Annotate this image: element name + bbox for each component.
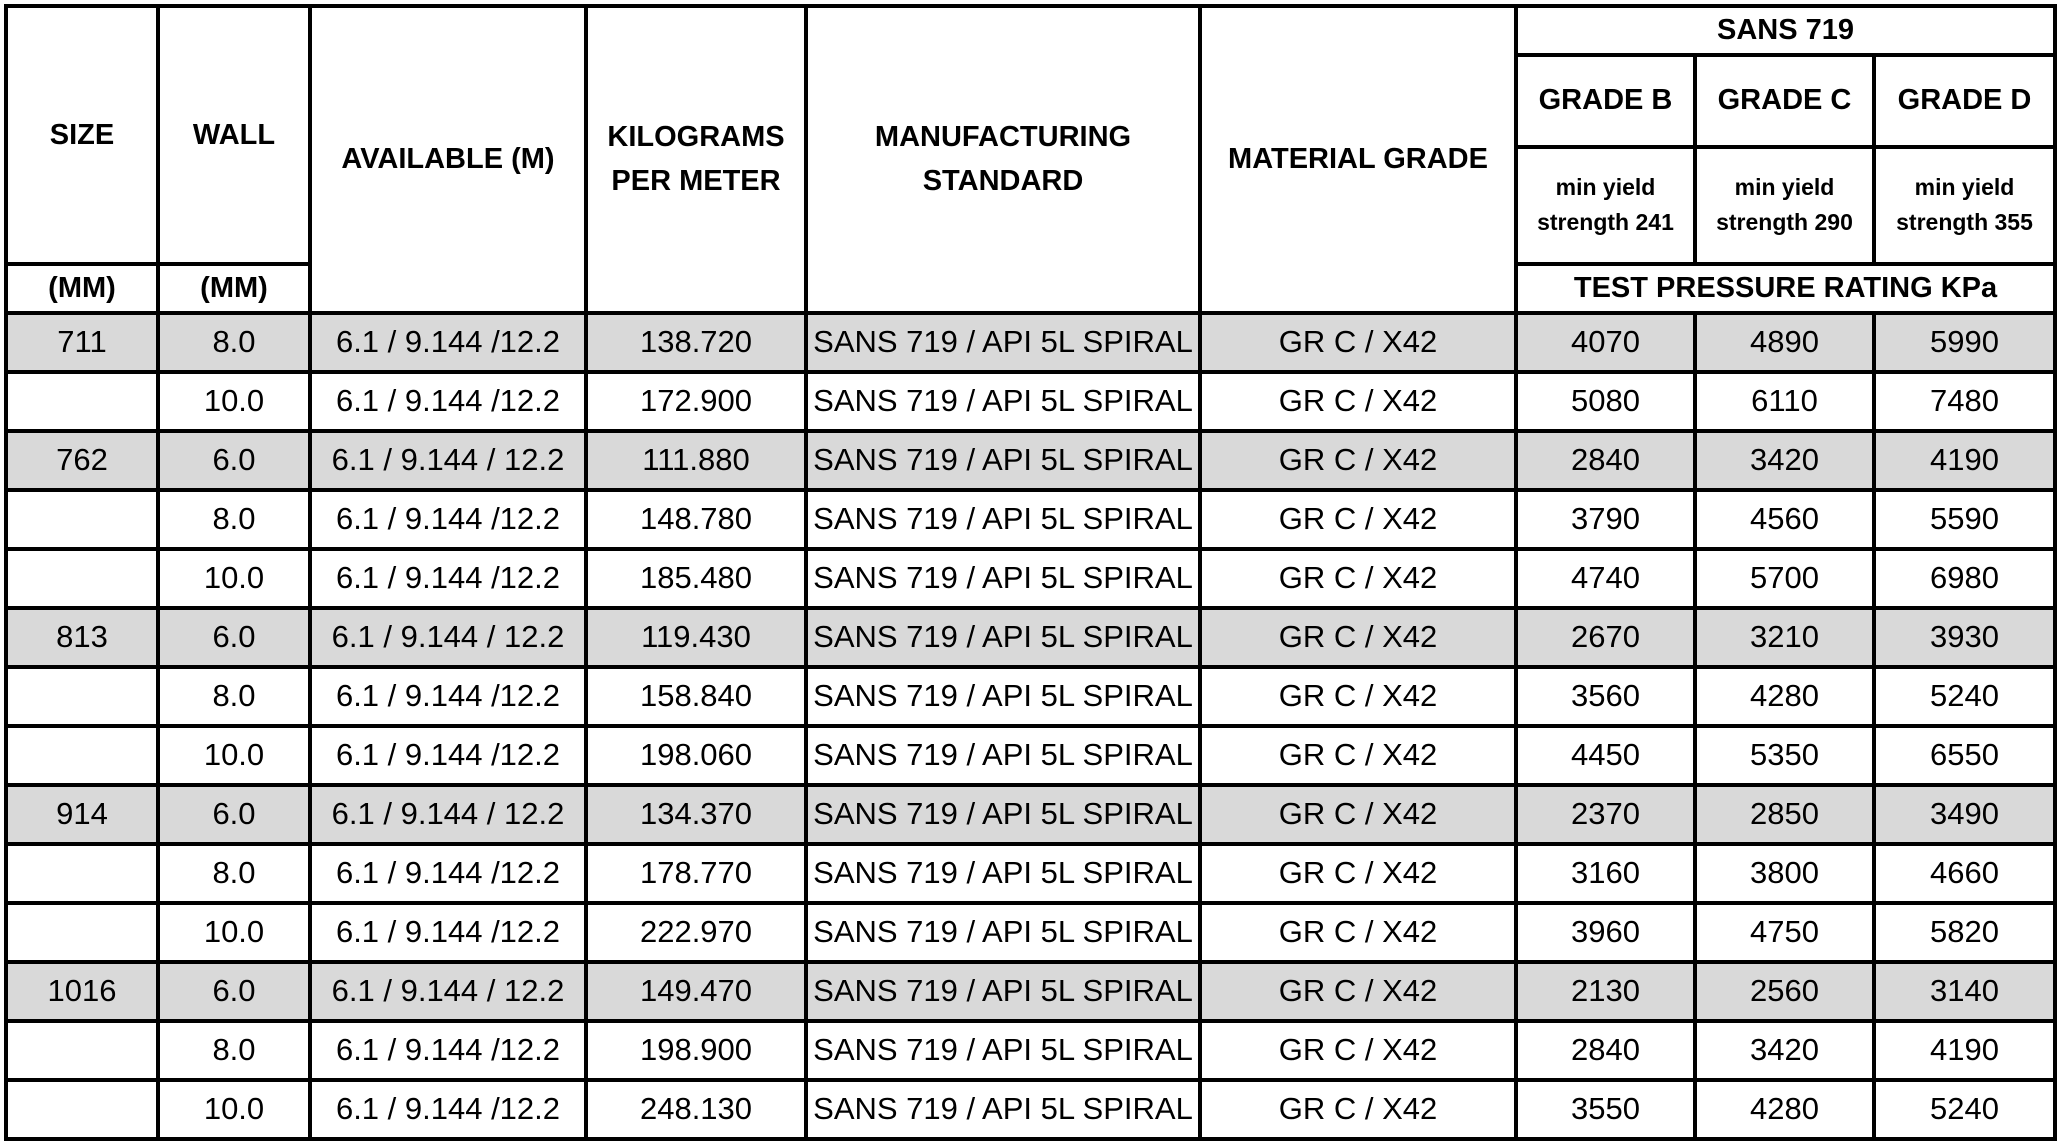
cell-grade-c-pressure: 3420 bbox=[1695, 431, 1874, 490]
header-yield-b: min yield strength 241 bbox=[1516, 147, 1695, 264]
cell-material-grade: GR C / X42 bbox=[1200, 1080, 1516, 1139]
table-row bbox=[6, 372, 2055, 431]
header-test-pressure: TEST PRESSURE RATING KPa bbox=[1516, 264, 2055, 313]
cell-wall: 8.0 bbox=[158, 667, 310, 726]
cell-size bbox=[6, 1021, 158, 1080]
cell-manufacturing-standard: SANS 719 / API 5L SPIRAL bbox=[806, 667, 1200, 726]
cell-material-grade: GR C / X42 bbox=[1200, 372, 1516, 431]
cell-kilograms-per-meter: 222.970 bbox=[586, 903, 806, 962]
cell-grade-d-pressure: 5240 bbox=[1874, 667, 2055, 726]
cell-manufacturing-standard: SANS 719 / API 5L SPIRAL bbox=[806, 785, 1200, 844]
cell-manufacturing-standard: SANS 719 / API 5L SPIRAL bbox=[806, 608, 1200, 667]
table-row bbox=[6, 844, 2055, 903]
cell-kilograms-per-meter: 134.370 bbox=[586, 785, 806, 844]
cell-grade-c-pressure: 5350 bbox=[1695, 726, 1874, 785]
table-header bbox=[6, 6, 2055, 313]
cell-size bbox=[6, 903, 158, 962]
cell-manufacturing-standard: SANS 719 / API 5L SPIRAL bbox=[806, 1021, 1200, 1080]
cell-manufacturing-standard: SANS 719 / API 5L SPIRAL bbox=[806, 962, 1200, 1021]
cell-wall: 6.0 bbox=[158, 608, 310, 667]
cell-kilograms-per-meter: 111.880 bbox=[586, 431, 806, 490]
cell-grade-d-pressure: 6550 bbox=[1874, 726, 2055, 785]
cell-grade-d-pressure: 7480 bbox=[1874, 372, 2055, 431]
cell-grade-d-pressure: 4660 bbox=[1874, 844, 2055, 903]
cell-grade-c-pressure: 3800 bbox=[1695, 844, 1874, 903]
cell-manufacturing-standard: SANS 719 / API 5L SPIRAL bbox=[806, 549, 1200, 608]
cell-wall: 8.0 bbox=[158, 490, 310, 549]
cell-available: 6.1 / 9.144 /12.2 bbox=[310, 490, 586, 549]
cell-grade-b-pressure: 2130 bbox=[1516, 962, 1695, 1021]
cell-grade-c-pressure: 4280 bbox=[1695, 1080, 1874, 1139]
cell-grade-d-pressure: 5590 bbox=[1874, 490, 2055, 549]
cell-size bbox=[6, 667, 158, 726]
cell-grade-b-pressure: 3160 bbox=[1516, 844, 1695, 903]
cell-grade-b-pressure: 3560 bbox=[1516, 667, 1695, 726]
cell-material-grade: GR C / X42 bbox=[1200, 667, 1516, 726]
cell-size bbox=[6, 549, 158, 608]
cell-available: 6.1 / 9.144 / 12.2 bbox=[310, 962, 586, 1021]
cell-size bbox=[6, 1080, 158, 1139]
table-row bbox=[6, 726, 2055, 785]
cell-size bbox=[6, 490, 158, 549]
cell-size bbox=[6, 726, 158, 785]
cell-grade-b-pressure: 3790 bbox=[1516, 490, 1695, 549]
header-grade-c: GRADE C bbox=[1695, 55, 1874, 147]
cell-available: 6.1 / 9.144 / 12.2 bbox=[310, 608, 586, 667]
cell-wall: 10.0 bbox=[158, 372, 310, 431]
cell-wall: 6.0 bbox=[158, 785, 310, 844]
cell-kilograms-per-meter: 148.780 bbox=[586, 490, 806, 549]
cell-manufacturing-standard: SANS 719 / API 5L SPIRAL bbox=[806, 490, 1200, 549]
cell-available: 6.1 / 9.144 /12.2 bbox=[310, 313, 586, 372]
cell-grade-b-pressure: 4450 bbox=[1516, 726, 1695, 785]
header-size-unit: (MM) bbox=[6, 264, 158, 313]
cell-wall: 10.0 bbox=[158, 549, 310, 608]
cell-kilograms-per-meter: 172.900 bbox=[586, 372, 806, 431]
header-grade-d: GRADE D bbox=[1874, 55, 2055, 147]
cell-grade-c-pressure: 4750 bbox=[1695, 903, 1874, 962]
cell-grade-c-pressure: 4560 bbox=[1695, 490, 1874, 549]
cell-wall: 6.0 bbox=[158, 431, 310, 490]
cell-grade-b-pressure: 3960 bbox=[1516, 903, 1695, 962]
header-yield-c: min yield strength 290 bbox=[1695, 147, 1874, 264]
cell-kilograms-per-meter: 198.900 bbox=[586, 1021, 806, 1080]
cell-kilograms-per-meter: 149.470 bbox=[586, 962, 806, 1021]
table-row bbox=[6, 962, 2055, 1021]
cell-grade-b-pressure: 2670 bbox=[1516, 608, 1695, 667]
header-material-grade: MATERIAL GRADE bbox=[1200, 6, 1516, 313]
header-grade-b: GRADE B bbox=[1516, 55, 1695, 147]
cell-grade-d-pressure: 4190 bbox=[1874, 431, 2055, 490]
cell-material-grade: GR C / X42 bbox=[1200, 903, 1516, 962]
cell-grade-d-pressure: 5820 bbox=[1874, 903, 2055, 962]
cell-wall: 6.0 bbox=[158, 962, 310, 1021]
cell-grade-c-pressure: 3210 bbox=[1695, 608, 1874, 667]
header-size: SIZE bbox=[6, 6, 158, 264]
cell-grade-c-pressure: 2850 bbox=[1695, 785, 1874, 844]
header-kilograms-per-meter: KILOGRAMS PER METER bbox=[586, 6, 806, 313]
cell-grade-c-pressure: 3420 bbox=[1695, 1021, 1874, 1080]
cell-size: 813 bbox=[6, 608, 158, 667]
cell-available: 6.1 / 9.144 /12.2 bbox=[310, 903, 586, 962]
cell-material-grade: GR C / X42 bbox=[1200, 726, 1516, 785]
cell-grade-c-pressure: 6110 bbox=[1695, 372, 1874, 431]
table-row bbox=[6, 608, 2055, 667]
table-row bbox=[6, 1080, 2055, 1139]
cell-kilograms-per-meter: 158.840 bbox=[586, 667, 806, 726]
cell-size: 711 bbox=[6, 313, 158, 372]
table-row bbox=[6, 549, 2055, 608]
cell-material-grade: GR C / X42 bbox=[1200, 608, 1516, 667]
cell-wall: 8.0 bbox=[158, 313, 310, 372]
cell-material-grade: GR C / X42 bbox=[1200, 313, 1516, 372]
cell-grade-b-pressure: 4070 bbox=[1516, 313, 1695, 372]
cell-grade-d-pressure: 5990 bbox=[1874, 313, 2055, 372]
cell-material-grade: GR C / X42 bbox=[1200, 785, 1516, 844]
table-body bbox=[6, 313, 2055, 1139]
cell-available: 6.1 / 9.144 /12.2 bbox=[310, 726, 586, 785]
cell-grade-d-pressure: 3140 bbox=[1874, 962, 2055, 1021]
cell-grade-b-pressure: 3550 bbox=[1516, 1080, 1695, 1139]
cell-material-grade: GR C / X42 bbox=[1200, 549, 1516, 608]
cell-material-grade: GR C / X42 bbox=[1200, 431, 1516, 490]
cell-grade-d-pressure: 4190 bbox=[1874, 1021, 2055, 1080]
header-available: AVAILABLE (M) bbox=[310, 6, 586, 313]
cell-grade-b-pressure: 2370 bbox=[1516, 785, 1695, 844]
cell-size bbox=[6, 372, 158, 431]
table-row bbox=[6, 785, 2055, 844]
table-row bbox=[6, 903, 2055, 962]
cell-available: 6.1 / 9.144 /12.2 bbox=[310, 372, 586, 431]
cell-grade-c-pressure: 2560 bbox=[1695, 962, 1874, 1021]
cell-kilograms-per-meter: 185.480 bbox=[586, 549, 806, 608]
header-yield-d: min yield strength 355 bbox=[1874, 147, 2055, 264]
cell-kilograms-per-meter: 138.720 bbox=[586, 313, 806, 372]
header-manufacturing-standard: MANUFACTURING STANDARD bbox=[806, 6, 1200, 313]
table-row bbox=[6, 490, 2055, 549]
cell-material-grade: GR C / X42 bbox=[1200, 844, 1516, 903]
table-row bbox=[6, 1021, 2055, 1080]
header-wall: WALL bbox=[158, 6, 310, 264]
cell-grade-c-pressure: 4890 bbox=[1695, 313, 1874, 372]
cell-wall: 10.0 bbox=[158, 726, 310, 785]
cell-grade-d-pressure: 3490 bbox=[1874, 785, 2055, 844]
cell-grade-d-pressure: 6980 bbox=[1874, 549, 2055, 608]
cell-manufacturing-standard: SANS 719 / API 5L SPIRAL bbox=[806, 844, 1200, 903]
cell-grade-b-pressure: 2840 bbox=[1516, 431, 1695, 490]
cell-grade-c-pressure: 5700 bbox=[1695, 549, 1874, 608]
table-row bbox=[6, 431, 2055, 490]
cell-material-grade: GR C / X42 bbox=[1200, 1021, 1516, 1080]
cell-grade-d-pressure: 3930 bbox=[1874, 608, 2055, 667]
cell-wall: 10.0 bbox=[158, 1080, 310, 1139]
cell-size: 1016 bbox=[6, 962, 158, 1021]
cell-manufacturing-standard: SANS 719 / API 5L SPIRAL bbox=[806, 313, 1200, 372]
cell-grade-b-pressure: 4740 bbox=[1516, 549, 1695, 608]
cell-wall: 10.0 bbox=[158, 903, 310, 962]
cell-available: 6.1 / 9.144 / 12.2 bbox=[310, 785, 586, 844]
header-wall-unit: (MM) bbox=[158, 264, 310, 313]
cell-available: 6.1 / 9.144 /12.2 bbox=[310, 844, 586, 903]
cell-manufacturing-standard: SANS 719 / API 5L SPIRAL bbox=[806, 903, 1200, 962]
cell-material-grade: GR C / X42 bbox=[1200, 490, 1516, 549]
cell-kilograms-per-meter: 198.060 bbox=[586, 726, 806, 785]
cell-size bbox=[6, 844, 158, 903]
cell-material-grade: GR C / X42 bbox=[1200, 962, 1516, 1021]
cell-available: 6.1 / 9.144 /12.2 bbox=[310, 549, 586, 608]
header-sans-719: SANS 719 bbox=[1516, 6, 2055, 55]
table-row bbox=[6, 667, 2055, 726]
cell-manufacturing-standard: SANS 719 / API 5L SPIRAL bbox=[806, 726, 1200, 785]
cell-size: 914 bbox=[6, 785, 158, 844]
cell-grade-d-pressure: 5240 bbox=[1874, 1080, 2055, 1139]
cell-size: 762 bbox=[6, 431, 158, 490]
cell-available: 6.1 / 9.144 /12.2 bbox=[310, 667, 586, 726]
cell-available: 6.1 / 9.144 /12.2 bbox=[310, 1021, 586, 1080]
cell-grade-b-pressure: 5080 bbox=[1516, 372, 1695, 431]
cell-wall: 8.0 bbox=[158, 1021, 310, 1080]
cell-grade-c-pressure: 4280 bbox=[1695, 667, 1874, 726]
cell-available: 6.1 / 9.144 /12.2 bbox=[310, 1080, 586, 1139]
cell-manufacturing-standard: SANS 719 / API 5L SPIRAL bbox=[806, 372, 1200, 431]
cell-kilograms-per-meter: 248.130 bbox=[586, 1080, 806, 1139]
table-row bbox=[6, 313, 2055, 372]
cell-manufacturing-standard: SANS 719 / API 5L SPIRAL bbox=[806, 431, 1200, 490]
cell-wall: 8.0 bbox=[158, 844, 310, 903]
cell-grade-b-pressure: 2840 bbox=[1516, 1021, 1695, 1080]
pipe-spec-table bbox=[4, 4, 2057, 1141]
cell-kilograms-per-meter: 119.430 bbox=[586, 608, 806, 667]
cell-available: 6.1 / 9.144 / 12.2 bbox=[310, 431, 586, 490]
cell-kilograms-per-meter: 178.770 bbox=[586, 844, 806, 903]
cell-manufacturing-standard: SANS 719 / API 5L SPIRAL bbox=[806, 1080, 1200, 1139]
